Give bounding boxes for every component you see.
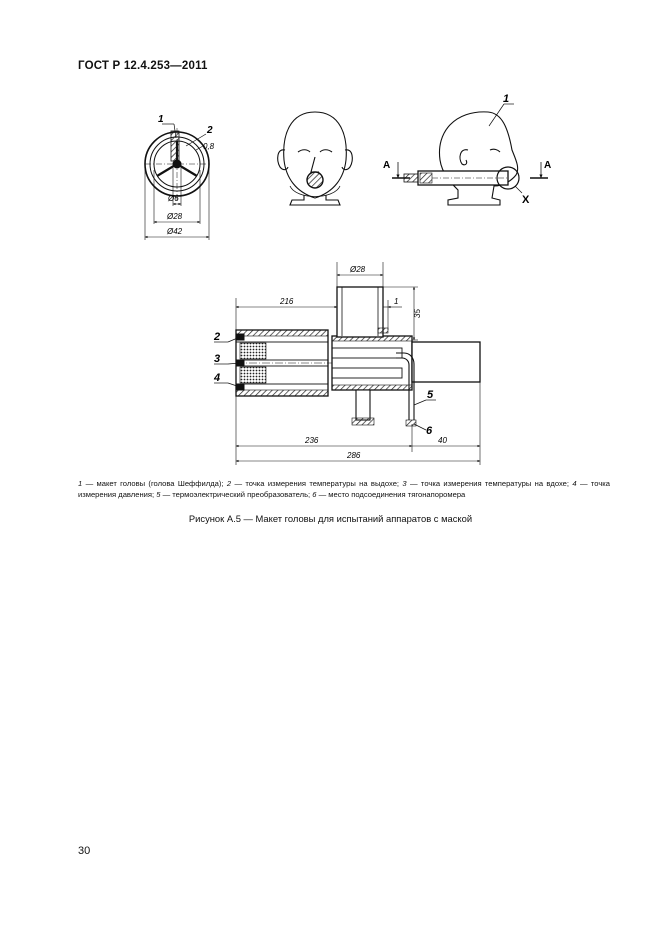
page-number: 30	[78, 845, 91, 857]
section-dim-1: 1	[394, 297, 399, 306]
section-callout-5: 5	[427, 389, 434, 401]
detail-mark-x: X	[522, 194, 530, 206]
section-callout-4: 4	[214, 372, 221, 384]
section-drawing	[214, 262, 480, 465]
section-dim-40: 40	[438, 436, 447, 445]
standard-header: ГОСТ Р 12.4.253—2011	[78, 60, 208, 72]
section-callout-3: 3	[214, 353, 221, 365]
legend-item-6: 6 — место подсоединения тягонапоромера	[312, 490, 466, 499]
dim-0-8: 0,8	[203, 142, 215, 151]
figure-legend	[78, 478, 610, 500]
section-dim-216: 216	[280, 297, 294, 306]
top-view	[145, 124, 209, 240]
section-callout-2: 2	[214, 331, 221, 343]
dim-d42: Ø42	[167, 227, 183, 236]
section-dim-35: 35	[413, 309, 422, 318]
legend-item-3: 3 — точка измерения температуры на вдохе;	[402, 479, 573, 488]
dim-d28: Ø28	[167, 212, 183, 221]
section-mark-right: А	[544, 160, 552, 171]
legend-item-5: 5 — термоэлектрический преобразователь;	[156, 490, 313, 499]
figure-caption: Рисунок А.5 — Макет головы для испытаний аппаратов с маской	[188, 513, 473, 524]
side-callout-1: 1	[503, 93, 510, 105]
top-callout-1: 1	[158, 114, 164, 125]
legend-item-2: 2 — точка измерения температуры на выдохе;	[226, 479, 403, 488]
front-view-head	[278, 112, 353, 205]
section-dim-236: 236	[305, 436, 319, 445]
legend-item-1: 1 — макет головы (голова Шеффилда);	[78, 479, 227, 488]
legend-item-4: 4 — точка измерения давления;	[78, 479, 611, 499]
top-callout-2: 2	[207, 125, 213, 136]
section-mark-left: А	[383, 160, 391, 171]
section-dim-286: 286	[347, 451, 361, 460]
dim-d6: Ø6	[168, 194, 179, 203]
side-view-head	[392, 104, 548, 205]
section-callout-6: 6	[426, 425, 433, 437]
section-dim-d28: Ø28	[350, 265, 366, 274]
